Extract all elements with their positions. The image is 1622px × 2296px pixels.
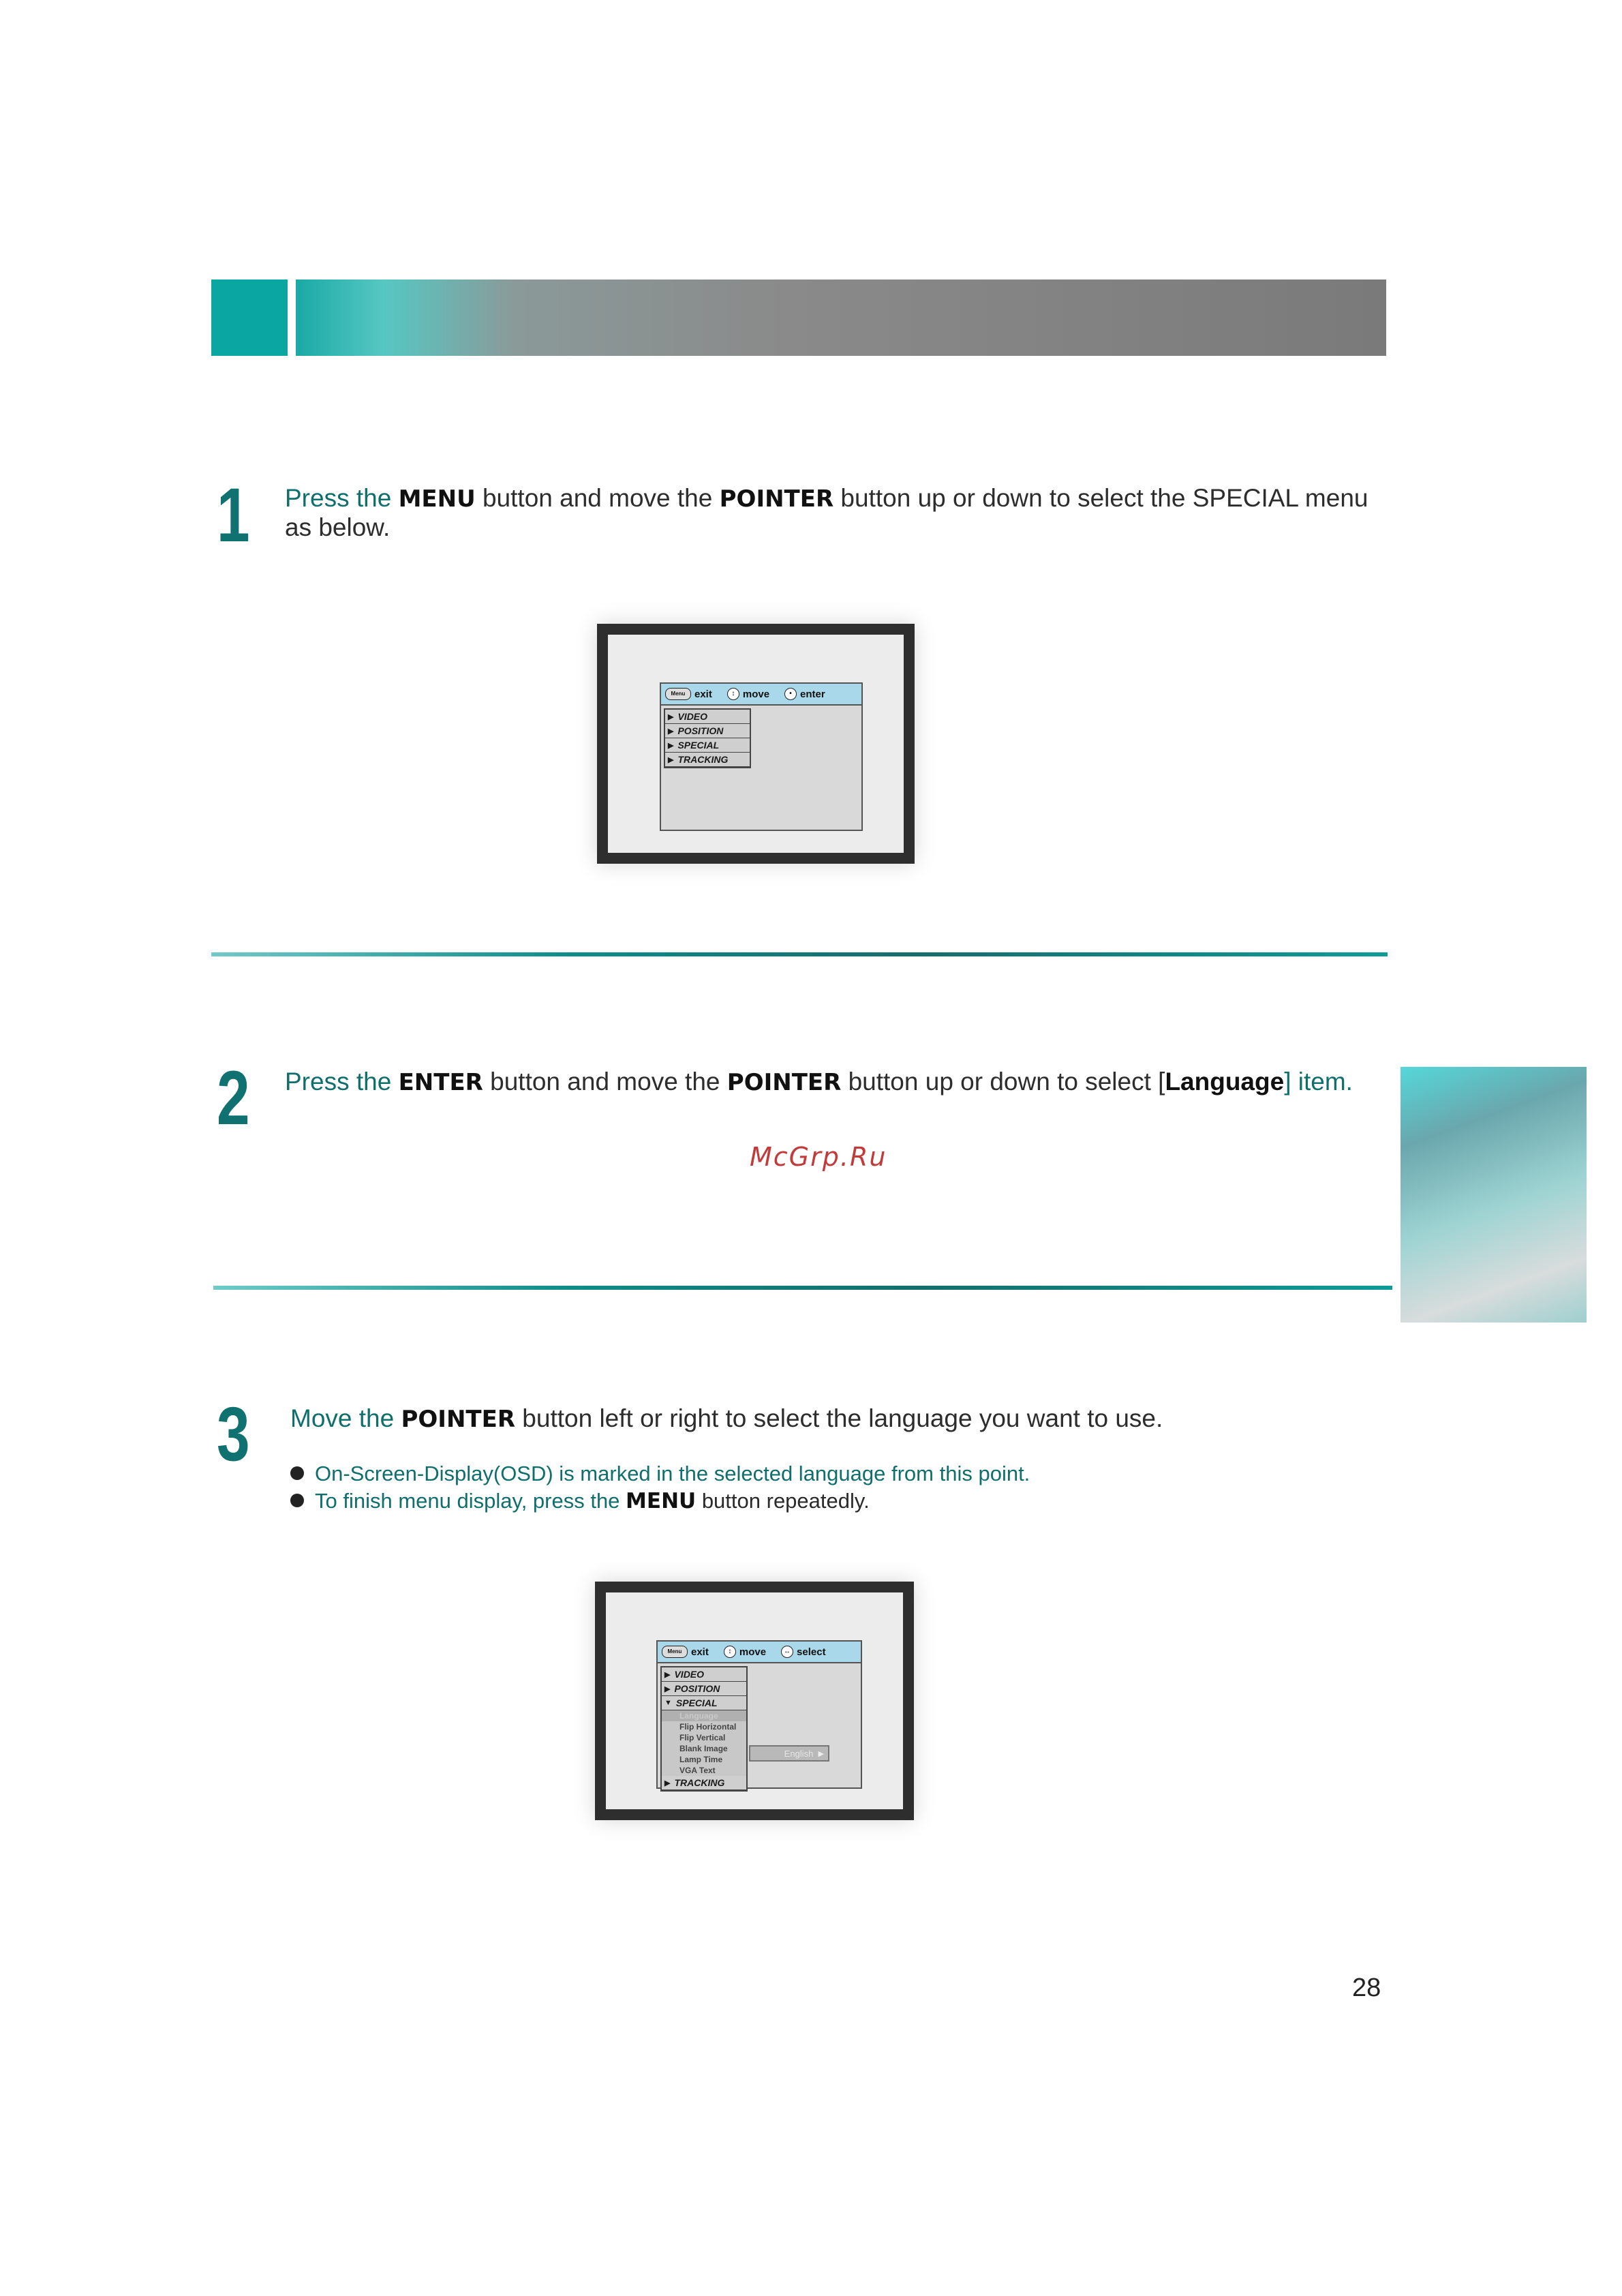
step-number: 3 <box>217 1391 250 1477</box>
step-text-part: Press the <box>285 484 399 512</box>
step-text-part: button up or down to select [ <box>841 1068 1165 1096</box>
tv-screen-1 <box>597 624 915 864</box>
step-text-part: Move the <box>290 1404 401 1432</box>
play-arrow-icon: ▶ <box>664 1670 671 1679</box>
updown-icon: ↕ <box>724 1646 736 1658</box>
screen-area <box>608 635 904 853</box>
osd-help-bar <box>661 684 861 706</box>
enter-label: enter <box>800 688 825 700</box>
language-value-box[interactable] <box>749 1745 829 1762</box>
menu-item-label: POSITION <box>677 725 724 736</box>
step-2-text <box>285 1068 1389 1097</box>
bullet-icon <box>290 1494 304 1507</box>
menu-keyword: MENU <box>626 1489 697 1513</box>
play-arrow-icon: ▶ <box>664 1779 671 1787</box>
pointer-keyword: POINTER <box>719 485 834 513</box>
menu-item-position[interactable] <box>662 1682 746 1696</box>
osd-help-bar <box>658 1642 861 1663</box>
play-arrow-icon: ▶ <box>668 755 674 764</box>
menu-item-video[interactable] <box>662 1667 746 1682</box>
osd-menu-list <box>664 708 751 768</box>
bullet-icon <box>290 1466 304 1480</box>
menu-item-special[interactable] <box>662 1696 746 1710</box>
sub-item-vga-text[interactable]: VGA Text <box>662 1765 746 1776</box>
exit-label: exit <box>691 1646 709 1658</box>
move-label: move <box>739 1646 767 1658</box>
menu-item-label: SPECIAL <box>677 740 720 751</box>
step-number: 2 <box>217 1055 250 1141</box>
language-keyword: Language <box>1165 1068 1285 1096</box>
step-number: 1 <box>217 472 250 558</box>
step-text-part: button left or right to select the language you want to use. <box>515 1404 1163 1432</box>
menu-item-video[interactable] <box>665 710 750 724</box>
play-arrow-icon: ▶ <box>668 727 674 736</box>
right-arrow-icon: ▶ <box>818 1749 824 1758</box>
screen-area <box>606 1592 903 1809</box>
menu-item-position[interactable] <box>665 724 750 738</box>
menu-item-label: VIDEO <box>677 711 708 722</box>
step-text-part: Press the <box>285 1068 399 1096</box>
step-text-part: button and move the <box>483 1068 727 1096</box>
play-arrow-icon: ▶ <box>668 741 674 750</box>
updown-icon: ↕ <box>727 688 739 700</box>
menu-item-label: TRACKING <box>674 1777 725 1788</box>
sub-item-blank-image[interactable]: Blank Image <box>662 1743 746 1754</box>
step-text-part: button and move the <box>475 484 720 512</box>
bullet-text: To finish menu display, press the <box>315 1489 626 1513</box>
menu-pill-icon: Menu <box>665 688 691 700</box>
page-number: 28 <box>1352 1974 1381 2002</box>
sub-item-lamp-time[interactable]: Lamp Time <box>662 1754 746 1765</box>
header-square <box>211 280 288 356</box>
osd-menu <box>660 682 863 831</box>
tv-screen-2 <box>595 1582 914 1820</box>
bullet-text: On-Screen-Display(OSD) is marked in the selected language from this point. <box>315 1462 1030 1485</box>
menu-item-label: TRACKING <box>677 754 729 765</box>
down-arrow-icon: ▼ <box>664 1699 672 1707</box>
enter-icon: • <box>784 688 797 700</box>
section-divider <box>213 1286 1392 1290</box>
leftright-icon: ↔ <box>781 1646 793 1658</box>
menu-item-label: VIDEO <box>674 1669 705 1680</box>
bullet-text: button repeatedly. <box>696 1489 870 1513</box>
play-arrow-icon: ▶ <box>668 712 674 721</box>
sub-item-flip-vertical[interactable]: Flip Vertical <box>662 1732 746 1743</box>
bullet-item <box>290 1487 870 1515</box>
watermark: McGrp.Ru <box>750 1142 887 1172</box>
side-tab <box>1401 1067 1587 1323</box>
menu-item-tracking[interactable] <box>662 1776 746 1790</box>
pointer-keyword: POINTER <box>401 1406 516 1433</box>
language-value: English <box>784 1748 814 1759</box>
move-label: move <box>742 688 770 700</box>
menu-item-special[interactable] <box>665 738 750 753</box>
step-3-text <box>290 1404 1394 1434</box>
step-1-text <box>285 484 1389 541</box>
sub-item-language[interactable]: Language <box>662 1710 746 1721</box>
section-divider <box>211 952 1388 956</box>
osd-menu-list <box>660 1666 748 1792</box>
bullet-item <box>290 1460 1030 1487</box>
exit-label: exit <box>694 688 712 700</box>
select-label: select <box>797 1646 826 1658</box>
sub-item-flip-horizontal[interactable]: Flip Horizontal <box>662 1721 746 1732</box>
osd-menu <box>656 1640 862 1789</box>
menu-pill-icon: Menu <box>662 1646 688 1658</box>
play-arrow-icon: ▶ <box>664 1685 671 1693</box>
menu-item-tracking[interactable] <box>665 753 750 767</box>
menu-keyword: MENU <box>398 485 476 513</box>
header-bar <box>296 280 1386 356</box>
menu-item-label: POSITION <box>674 1683 720 1694</box>
step-text-part: button up or down to select the SPECIAL menu as below. <box>285 484 1368 541</box>
step-text-part: ] item. <box>1284 1068 1353 1096</box>
menu-item-label: SPECIAL <box>675 1697 718 1708</box>
pointer-keyword: POINTER <box>726 1069 842 1096</box>
enter-keyword: ENTER <box>398 1069 483 1096</box>
